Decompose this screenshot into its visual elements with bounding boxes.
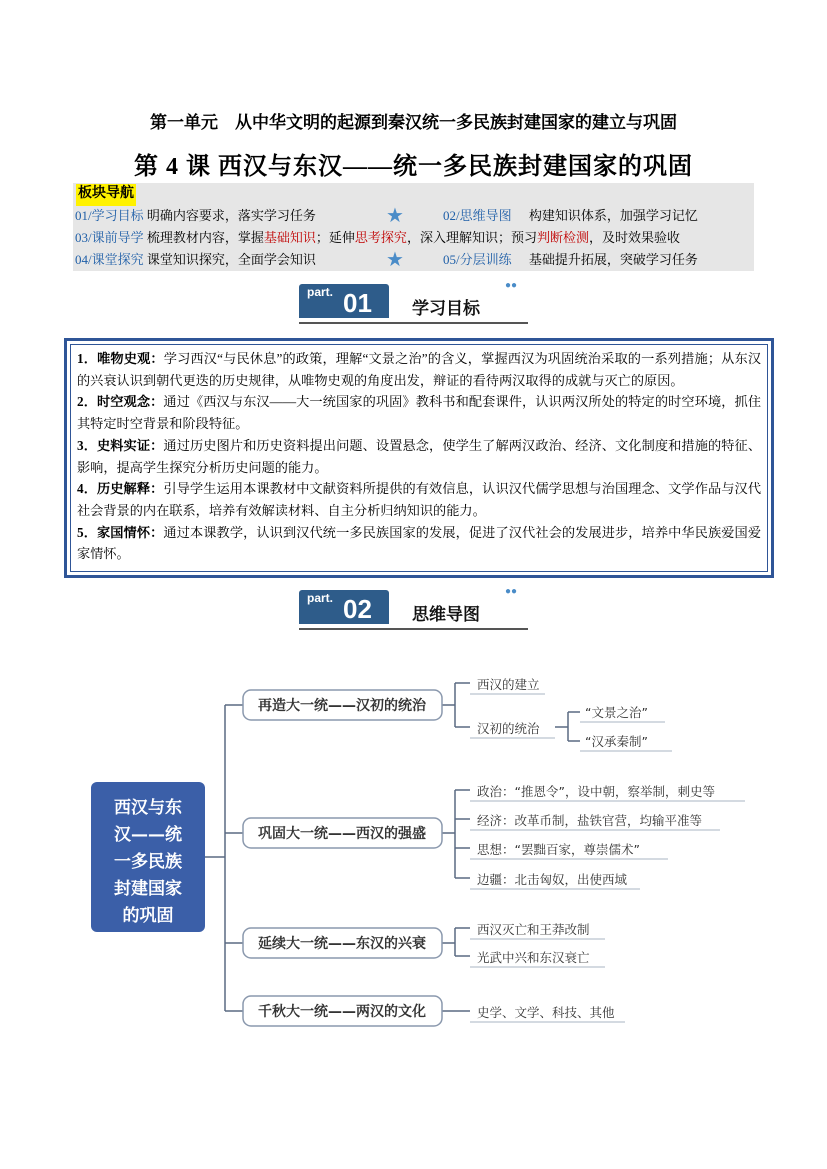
- leaf-text: “汉承秦制”: [585, 734, 648, 749]
- nav-desc-03c: ；延伸: [315, 230, 355, 245]
- leaf-text: “文景之治”: [585, 705, 648, 720]
- star-icon: ★: [386, 249, 404, 271]
- nav-desc-03g: ，及时效果验收: [588, 230, 680, 245]
- leaf-text: 经济：改革币制，盐铁官营，均输平准等: [477, 813, 703, 828]
- root-text: [114, 797, 182, 926]
- nav-desc-03d: 思考探究: [354, 230, 407, 245]
- droplet-icon: ●●: [505, 586, 518, 597]
- droplet-icon: ●●: [505, 280, 518, 291]
- leaf-text: 西汉灭亡和王莽改制: [477, 922, 590, 937]
- lesson-title: 第 4 课 西汉与东汉——统一多民族封建国家的巩固: [134, 154, 693, 180]
- leaf-text: 边疆：北击匈奴，出使西域: [477, 872, 628, 887]
- nav-desc-05: 基础提升拓展，突破学习任务: [528, 252, 698, 267]
- leaf-text: 光武中兴和东汉衰亡: [477, 950, 590, 965]
- branch-label: 延续大一统——东汉的兴衰: [258, 936, 426, 952]
- root-line: 的巩固: [122, 906, 174, 926]
- branch-label: 巩固大一统——西汉的强盛: [258, 826, 426, 842]
- branch-boxes: [243, 690, 442, 1026]
- nav-code-03[interactable]: 03/课前导学: [75, 230, 144, 245]
- nav-code-01[interactable]: 01/学习目标: [75, 208, 144, 223]
- goal-item: 3．史料实证：通过历史图片和历史资料提出问题、设置悬念，使学生了解两汉政治、经济、文化制度和措施的特征、影响，提高学生探究分析历史问题的能力。: [77, 437, 762, 475]
- nav-code-05[interactable]: 05/分层训练: [443, 252, 512, 267]
- part-tag: part.: [307, 285, 334, 299]
- nav-desc-03f: 判断检测: [536, 230, 589, 245]
- goal-item: 4．历史解释：引导学生运用本课教材中文献资料所提供的有效信息，认识汉代儒学思想与治国理念、文学作品与汉代社会背景的内在联系，培养有效解读材料、自主分析归纳知识的能力。: [77, 481, 762, 518]
- root-line: 封建国家: [114, 879, 182, 899]
- nav-desc-04: 课堂知识探究，全面学会知识: [146, 252, 316, 267]
- goal-item: 1．唯物史观：学习西汉“与民休息”的政策，理解“文景之治”的含义，掌握西汉为巩固统治采取的一系列措施；从东汉的兴衰认识到朝代更迭的历史规律，从唯物史观的角度出发，辩证的看待两汉取得的成就与灭亡的原因。: [77, 351, 762, 388]
- goal-item: 5．家国情怀：通过本课教学，认识到汉代统一多民族国家的发展，促进了汉代社会的发展进步，培养中华民族爱国爱家情怀。: [77, 524, 762, 562]
- leaf-text: 汉初的统治: [477, 721, 540, 736]
- nav-code-02[interactable]: 02/思维导图: [443, 208, 512, 223]
- unit-title: 第一单元 从中华文明的起源到秦汉统一多民族封建国家的建立与巩固: [150, 113, 677, 132]
- part-label: 学习目标: [412, 299, 480, 319]
- goal-item: 2．时空观念：通过《西汉与东汉——大一统国家的巩固》教科书和配套课件，认识两汉所处的特定的时空环境，抓住其特定时空背景和阶段特征。: [77, 394, 762, 432]
- part-number: 01: [343, 288, 372, 318]
- nav-desc-03a: 梳理教材内容，掌握: [146, 230, 264, 245]
- nav-heading: 板块导航: [76, 184, 136, 206]
- nav-code-04[interactable]: 04/课堂探究: [75, 252, 144, 267]
- part-number: 02: [343, 594, 372, 624]
- star-icon: ★: [386, 205, 404, 227]
- branch-label: 千秋大一统——两汉的文化: [258, 1004, 426, 1020]
- part-tag: part.: [307, 591, 334, 605]
- nav-desc-03e: ，深入理解知识；预习: [406, 230, 537, 245]
- root-line: 汉——统: [114, 825, 182, 845]
- leaf-text: 思想：“罢黜百家，尊崇儒术”: [477, 842, 640, 857]
- nav-desc-03b: 基础知识: [263, 230, 316, 245]
- nav-desc-02: 构建知识体系，加强学习记忆: [528, 208, 698, 223]
- part-label: 思维导图: [412, 605, 480, 625]
- leaf-text: 史学、文学、科技、其他: [477, 1005, 615, 1020]
- nav-desc-01: 明确内容要求，落实学习任务: [146, 208, 316, 223]
- leaf-text: 政治：“推恩令”，设中朝，察举制，刺史等: [477, 784, 715, 799]
- branch-label: 再造大一统——汉初的统治: [258, 698, 426, 714]
- leaf-text: 西汉的建立: [477, 677, 540, 692]
- root-line: 西汉与东: [114, 798, 182, 818]
- root-line: 一多民族: [114, 852, 182, 872]
